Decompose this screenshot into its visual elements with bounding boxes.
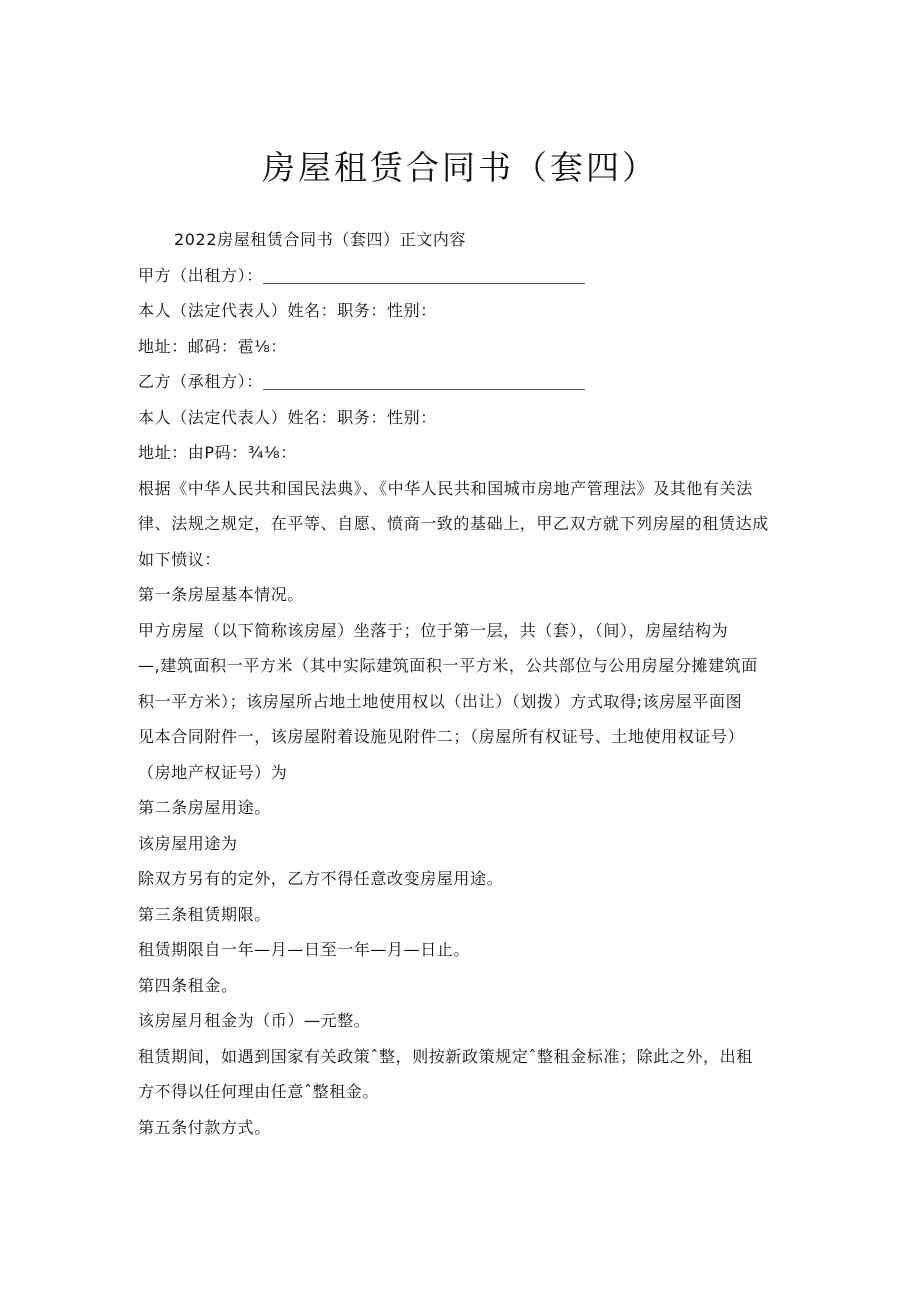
article-4-line: 该房屋月租金为（币）—元整。 (138, 1011, 371, 1030)
preamble-line: 律、法规之规定，在平等、自愿、愤商一致的基础上，甲乙双方就下列房屋的租赁达成 (138, 514, 769, 533)
document-title: 房屋租赁合同书（套四） (262, 148, 658, 187)
contract-body (138, 222, 788, 1145)
article-5-heading: 第五条付款方式。 (138, 1117, 271, 1137)
article-2-line: 该房屋用途为 (138, 833, 238, 853)
subtitle: 2022房屋租赁合同书（套四）正文内容 (174, 230, 467, 249)
party-a-rep: 本人（法定代表人）姓名：职务：性别： (138, 301, 437, 320)
article-2-heading: 第二条房屋用途。 (138, 798, 271, 817)
article-1-line: 甲方房屋（以下简称该房屋）坐落于；位于第一层，共（套），（间），房屋结构为 (138, 620, 729, 640)
party-a-blank (263, 265, 585, 284)
party-a-line (138, 258, 788, 294)
party-b-address: 地址：由P码：¾⅛： (138, 443, 297, 462)
article-3-line: 租赁期限自一年—月—日至一年—月—日止。 (138, 940, 471, 959)
party-a-address: 地址：邮码：雹⅛： (138, 336, 287, 356)
party-b-label: 乙方（承租方）： (138, 372, 263, 391)
article-4-line: 方不得以任何理由任意ˆ整租金。 (138, 1082, 380, 1101)
article-2-line: 除双方另有的定外，乙方不得任意改变房屋用途。 (138, 869, 504, 888)
article-1-line: 见本合同附件一，该房屋附着设施见附件二；（房屋所有权证号、土地使用权证号） (138, 727, 745, 746)
party-a-label: 甲方（出租方）： (138, 265, 263, 285)
article-1-line: —,建筑面积一平方米（其中实际建筑面积一平方米，公共部位与公用房屋分摊建筑面 (138, 656, 758, 675)
article-4-line: 租赁期间，如遇到国家有关政策ˆ整，则按新政策规定ˆ整租金标准；除此之外，出租 (138, 1046, 753, 1066)
preamble-line: 如下愤议： (138, 549, 222, 569)
article-1-line: 积一平方米）；该房屋所占地土地使用权以（出让）（划拨）方式取得;该房屋平面图 (138, 691, 743, 711)
party-b-blank (263, 371, 585, 390)
party-b-line (138, 364, 788, 400)
party-b-rep: 本人（法定代表人）姓名：职务：性别： (138, 407, 437, 427)
article-1-line: （房地产权证号）为 (138, 762, 288, 782)
article-4-heading: 第四条租金。 (138, 975, 238, 995)
article-3-heading: 第三条租赁期限。 (138, 904, 271, 924)
preamble-line: 根据《中华人民共和国民法典》、《中华人民共和国城市房地产管理法》及其他有关法 (138, 478, 753, 498)
article-1-heading: 第一条房屋基本情况。 (138, 585, 305, 604)
